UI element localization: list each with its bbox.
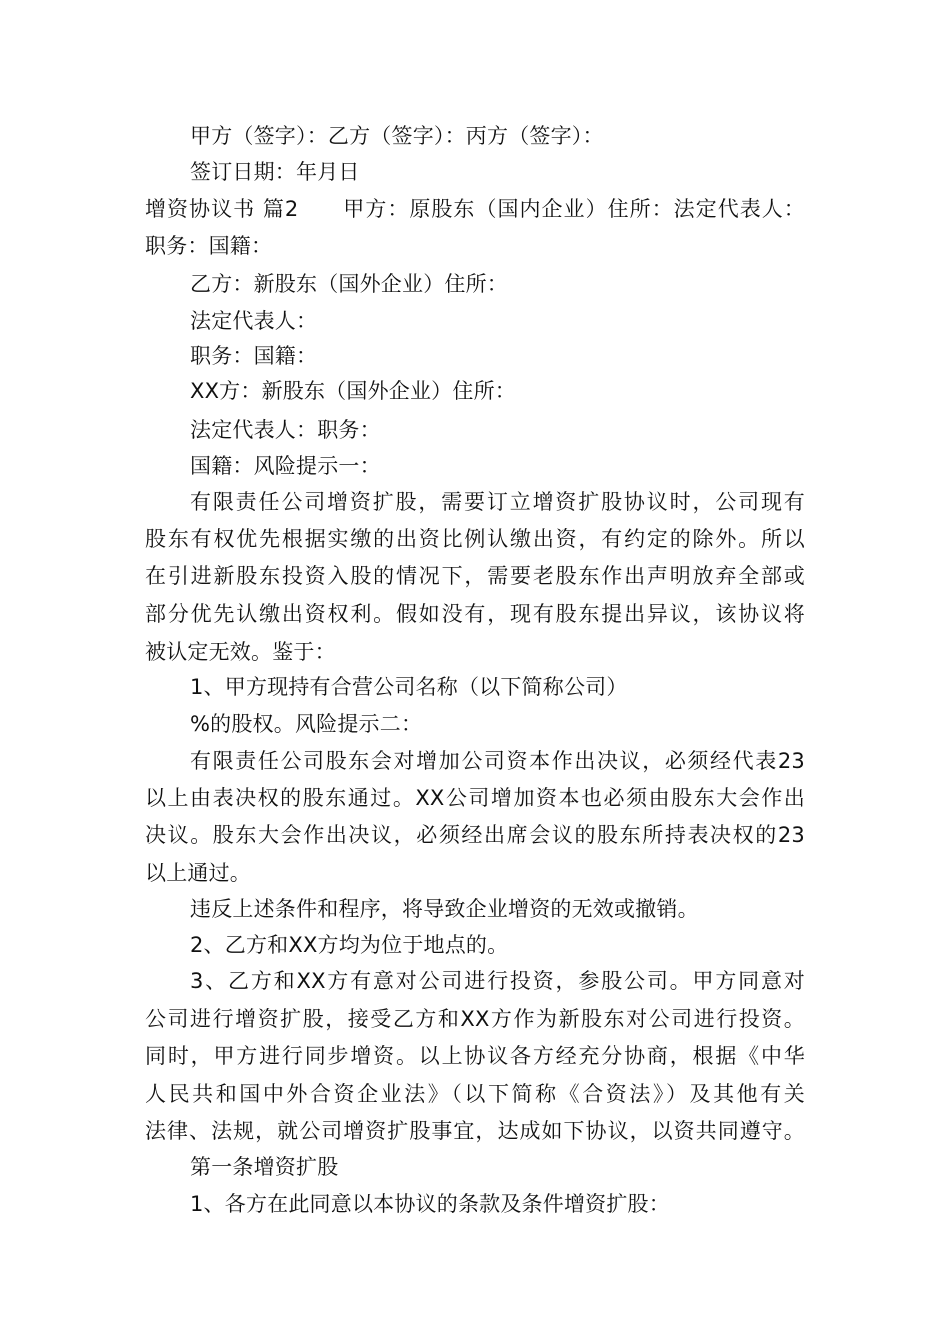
signature-line: 甲方（签字）：乙方（签字）：丙方（签字）： [190,124,604,148]
text-line: 1、甲方现持有合营公司名称（以下简称公司） [190,675,628,699]
paragraph-line: 有限责任公司增资扩股，需要订立增资扩股协议时，公司现有 [190,490,805,514]
risk-note-heading: 国籍：风险提示一： [190,454,381,478]
paragraph-line: 公司进行增资扩股，接受乙方和XX方作为新股东对公司进行投资。 [145,1007,805,1031]
paragraph-line: 在引进新股东投资入股的情况下，需要老股东作出声明放弃全部或 [145,564,805,588]
text-line: 职务：国籍： [145,234,273,258]
text-line: 法定代表人：职务： [190,418,381,442]
text-line: 职务：国籍： [190,344,318,368]
text-line: XX方：新股东（国外企业）住所： [190,379,516,403]
sign-date-line: 签订日期：年月日 [190,160,360,184]
risk-note-heading: %的股权。风险提示二： [190,712,423,736]
text-line: 2、乙方和XX方均为位于地点的。 [190,933,509,957]
paragraph-line: 3、乙方和XX方有意对公司进行投资，参股公司。甲方同意对 [190,969,805,993]
paragraph-line: 以上由表决权的股东通过。XX公司增加资本也必须由股东大会作出 [145,786,805,810]
paragraph-line: 以上通过。 [145,861,251,885]
paragraph-line: 人民共和国中外合资企业法》（以下简称《合资法》）及其他有关 [145,1082,805,1106]
text-line: 法定代表人： [190,309,318,333]
section-heading-line: 增资协议书 篇2 甲方：原股东（国内企业）住所：法定代表人： [145,197,805,221]
text-line: 1、各方在此同意以本协议的条款及条件增资扩股： [190,1192,670,1216]
paragraph-line: 被认定无效。鉴于： [145,640,336,664]
paragraph-line: 股东有权优先根据实缴的出资比例认缴出资，有约定的除外。所以 [145,527,805,551]
text-line: 乙方：新股东（国外企业）住所： [190,272,508,296]
paragraph-line: 法律、法规，就公司增资扩股事宜，达成如下协议，以资共同遵守。 [145,1119,805,1143]
text-line: 违反上述条件和程序，将导致企业增资的无效或撤销。 [190,897,699,921]
paragraph-line: 同时，甲方进行同步增资。以上协议各方经充分协商，根据《中华 [145,1044,805,1068]
paragraph-line: 有限责任公司股东会对增加公司资本作出决议，必须经代表23 [190,749,805,773]
paragraph-line: 决议。股东大会作出决议，必须经出席会议的股东所持表决权的23 [145,823,805,847]
article-heading: 第一条增资扩股 [190,1155,339,1179]
paragraph-line: 部分优先认缴出资权利。假如没有，现有股东提出异议，该协议将 [145,602,805,626]
